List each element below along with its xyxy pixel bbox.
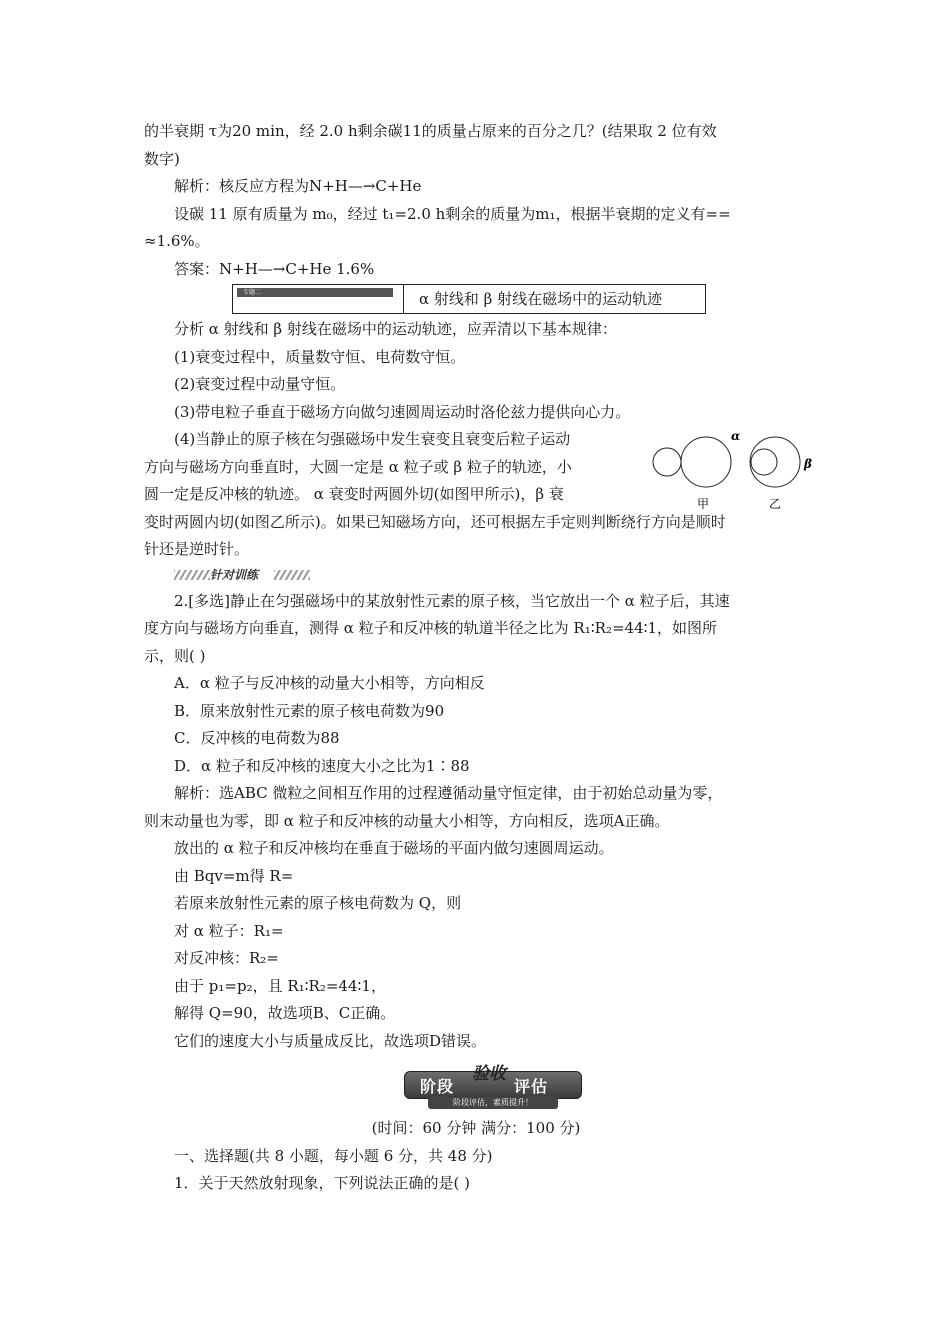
heading-divider [403, 285, 404, 313]
banner-left-text: 阶段 [420, 1077, 455, 1096]
rule-item-with-figure [144, 426, 812, 564]
question-line: 度方向与磁场方向垂直，测得 α 粒子和反冲核的轨道半径之比为 R₁∶R₂=44∶1，如图所 [144, 619, 718, 637]
section-heading: 一、选择题(共 8 小题，每小题 6 分，共 48 分) [174, 1146, 493, 1165]
solution-line: 若原来放射性元素的原子核电荷数为 Q，则 [174, 894, 462, 912]
text-line: 圆一定是反冲核的轨迹。 α 衰变时两圆外切(如图甲所示)，β 衰 [144, 485, 564, 503]
small-circle-yi [751, 449, 777, 475]
option-a: A．α 粒子与反冲核的动量大小相等，方向相反 [174, 674, 485, 692]
yi-label: 乙 [769, 497, 782, 511]
topic-heading [232, 284, 706, 314]
alpha-label: α [731, 429, 741, 443]
rule-item: (4)当静止的原子核在匀强磁场中发生衰变且衰变后粒子运动 [174, 430, 571, 448]
banner-top-text: 验收 [472, 1064, 506, 1084]
text-line: 设碳 11 原有质量为 m₀，经过 t₁=2.0 h剩余的质量为m₁，根据半衰期的定义有== [174, 204, 731, 223]
question-line: 1．关于天然放射现象，下列说法正确的是( ) [174, 1174, 471, 1192]
text-line: 方向与磁场方向垂直时，大圆一定是 α 粒子或 β 粒子的轨迹，小 [144, 457, 572, 476]
option-b: B．原来放射性元素的原子核电荷数为90 [174, 701, 445, 720]
topic-badge: 专题二 [237, 288, 393, 297]
question-line: 示，则( ) [144, 646, 206, 665]
stage-assessment-banner [402, 1065, 582, 1109]
question-line: 2.[多选]静止在匀强磁场中的某放射性元素的原子核，当它放出一个 α 粒子后，其速 [174, 591, 730, 610]
text-line: 变时两圆内切(如图乙所示)。如果已知磁场方向，还可根据左手定则判断绕行方向是顺时 [144, 512, 726, 531]
solution-line: 放出的 α 粒子和反冲核均在垂直于磁场的平面内做匀速圆周运动。 [174, 839, 614, 857]
solution-line: 对反冲核：R₂= [174, 949, 279, 967]
rule-item: (3)带电粒子垂直于磁场方向做匀速圆周运动时洛伦兹力提供向心力。 [174, 402, 631, 421]
text-line: 针还是逆时针。 [144, 540, 250, 558]
training-header [174, 564, 808, 588]
rule-item: (1)衰变过程中，质量数守恒、电荷数守恒。 [174, 347, 466, 366]
solution-line: 由于 p₁=p₂，且 R₁∶R₂=44∶1， [174, 976, 386, 995]
text-line: 的半衰期 τ为20 min，经 2.0 h剩余碳11的质量占原来的百分之几？(结果取 2 位有效 [144, 122, 717, 140]
text-line: 分析 α 射线和 β 射线在磁场中的运动轨迹，应弄清以下基本规律： [174, 320, 617, 338]
solution-line: 由 Bqv=m得 R= [174, 866, 294, 885]
large-circle-jia [681, 437, 731, 487]
beta-label: β [804, 457, 812, 471]
solution-line: 对 α 粒子：R₁= [174, 921, 284, 940]
solution-line: 则末动量也为零，即 α 粒子和反冲核的动量大小相等，方向相反，选项A正确。 [144, 811, 670, 830]
answer-line: 答案：N+H—→C+He 1.6% [174, 259, 375, 278]
small-circle-jia [653, 448, 681, 476]
hatch-decoration [274, 570, 310, 580]
option-c: C．反冲核的电荷数为88 [174, 729, 340, 747]
document-page [144, 118, 812, 1198]
option-d: D．α 粒子和反冲核的速度大小之比为1∶88 [174, 756, 470, 775]
text-line: ≈1.6%。 [144, 232, 210, 250]
solution-line: 它们的速度大小与质量成反比，故选项D错误。 [174, 1031, 487, 1050]
text-line: 数字) [144, 149, 180, 168]
banner-subtitle: 阶段评估，素质提升！ [428, 1097, 558, 1109]
training-title: 针对训练 [210, 567, 259, 582]
solution-line: 解析：核反应方程为N+H—→C+He [174, 177, 422, 195]
orbit-figure [647, 420, 817, 530]
solution-line: 解析：选ABC 微粒之间相互作用的过程遵循动量守恒定律，由于初始总动量为零， [174, 784, 723, 802]
hatch-decoration [174, 570, 210, 580]
banner-right-text: 评估 [514, 1077, 549, 1096]
topic-title: α 射线和 β 射线在磁场中的运动轨迹 [419, 290, 663, 308]
rule-item: (2)衰变过程中动量守恒。 [174, 375, 346, 393]
large-circle-yi [750, 437, 800, 487]
jia-label: 甲 [697, 497, 710, 511]
solution-line: 解得 Q=90，故选项B、C正确。 [174, 1004, 396, 1022]
exam-time: (时间：60 分钟 满分：100 分) [371, 1119, 581, 1137]
